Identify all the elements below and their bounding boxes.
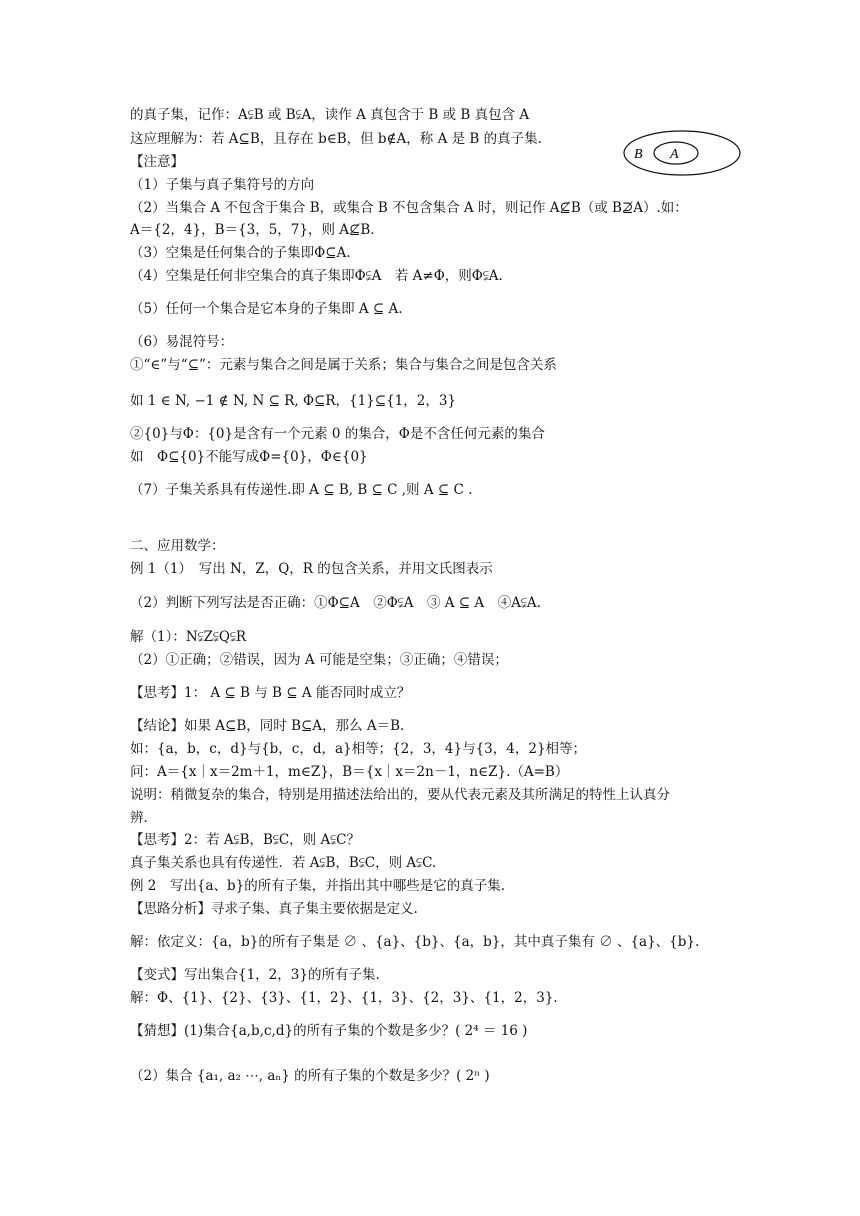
text-line-l29: 例 2 写出{a、b}的所有子集，并指出其中哪些是它的真子集. (130, 878, 506, 894)
text-line-l09: （5）任何一个集合是它本身的子集即 A ⊆ A. (130, 301, 403, 317)
text-line-l32: 【变式】写出集合{1，2，3}的所有子集. (130, 967, 380, 983)
text-line-l26: 辨. (130, 810, 148, 826)
text-line-l16: 二、应用数学： (130, 538, 225, 554)
venn-outer-label: B (634, 147, 643, 162)
text-line-l10: （6）易混符号： (130, 334, 234, 350)
text-line-l08: （4）空集是任何非空集合的真子集即Φ⫋A 若 A≠Φ，则Φ⫋A. (130, 268, 503, 284)
text-line-l11: ①“∈”与“⊆”：元素与集合之间是属于关系；集合与集合之间是包含关系 (130, 357, 557, 373)
text-line-l14: 如 Φ⊆{0}不能写成Φ={0}，Φ∈{0} (130, 449, 368, 465)
text-line-l27: 【思考】2：若 A⫋B，B⫋C，则 A⫋C？ (130, 832, 360, 848)
text-line-l21: 【思考】1： A ⊆ B 与 B ⊆ A 能否同时成立？ (130, 685, 411, 701)
text-line-l20: （2）①正确；②错误，因为 A 可能是空集；③正确；④错误； (130, 652, 508, 668)
text-line-l02: 这应理解为：若 A⊆B，且存在 b∈B，但 b∉A，称 A 是 B 的真子集. (130, 131, 542, 147)
text-line-l31: 解：依定义：{a，b}的所有子集是 ∅ 、{a}、{b}、{a，b}，其中真子集有 ∅ 、{a}、{b}. (130, 934, 700, 950)
text-line-l35: （2）集合 {a₁, a₂ ⋯, aₙ} 的所有子集的个数是多少？( 2ⁿ ) (130, 1068, 490, 1084)
text-line-l01: 的真子集，记作：A⫋B 或 B⫋A，读作 A 真包含于 B 或 B 真包含 A (130, 107, 530, 123)
venn-inner-label: A (670, 147, 679, 162)
text-line-l24: 问：A＝{x｜x＝2m＋1，m∈Z}，B＝{x｜x＝2n－1，n∈Z}.（A=B） (130, 764, 569, 780)
text-line-l17: 例 1（1） 写出 N，Z，Q，R 的包含关系，并用文氏图表示 (130, 561, 493, 577)
text-line-l13: ②{0}与Φ：{0}是含有一个元素 0 的集合，Φ是不含任何元素的集合 (130, 426, 545, 442)
text-line-l04: （1）子集与真子集符号的方向 (130, 177, 315, 193)
text-line-l33: 解：Φ、{1}、{2}、{3}、{1，2}、{1，3}、{2，3}、{1，2，3}. (130, 990, 558, 1006)
venn-diagram (622, 129, 742, 177)
text-line-l22: 【结论】如果 A⊆B，同时 B⊆A，那么 A＝B. (130, 718, 405, 734)
text-line-l15: （7）子集关系具有传递性.即 A ⊆ B, B ⊆ C ,则 A ⊆ C . (130, 482, 473, 498)
text-line-l30: 【思路分析】寻求子集、真子集主要依据是定义. (130, 901, 418, 917)
text-line-l34: 【猜想】(1)集合{a,b,c,d}的所有子集的个数是多少？( 2⁴ ＝ 16 ) (130, 1023, 528, 1039)
text-line-l25: 说明：稍微复杂的集合，特别是用描述法给出的，要从代表元素及其所满足的特性上认真分 (130, 787, 670, 803)
text-line-l05: （2）当集合 A 不包含于集合 B，或集合 B 不包含集合 A 时，则记作 A⊈B（或 B⊉A）.如： (130, 200, 688, 216)
text-line-l19: 解（1）：N⫋Z⫋Q⫋R (130, 629, 247, 645)
text-line-l28: 真子集关系也具有传递性．若 A⫋B，B⫋C，则 A⫋C. (130, 855, 437, 871)
text-line-l12: 如 1 ∈ N, −1 ∉ N, N ⊆ R, Φ⊆R，{1}⊆{1，2，3} (130, 393, 457, 409)
text-line-l03: 【注意】 (130, 154, 184, 170)
text-line-l07: （3）空集是任何集合的子集即Φ⊆A. (130, 245, 351, 261)
text-line-l06: A＝{2，4}，B＝{3，5，7}，则 A⊈B. (130, 222, 375, 238)
text-line-l23: 如：{a，b，c，d}与{b，c，d，a}相等；{2，3，4}与{3，4，2}相等； (130, 741, 587, 757)
text-line-l18: （2）判断下列写法是否正确：①Φ⊆A ②Φ⫋A ③ A ⊆ A ④A⫋A. (130, 595, 541, 611)
